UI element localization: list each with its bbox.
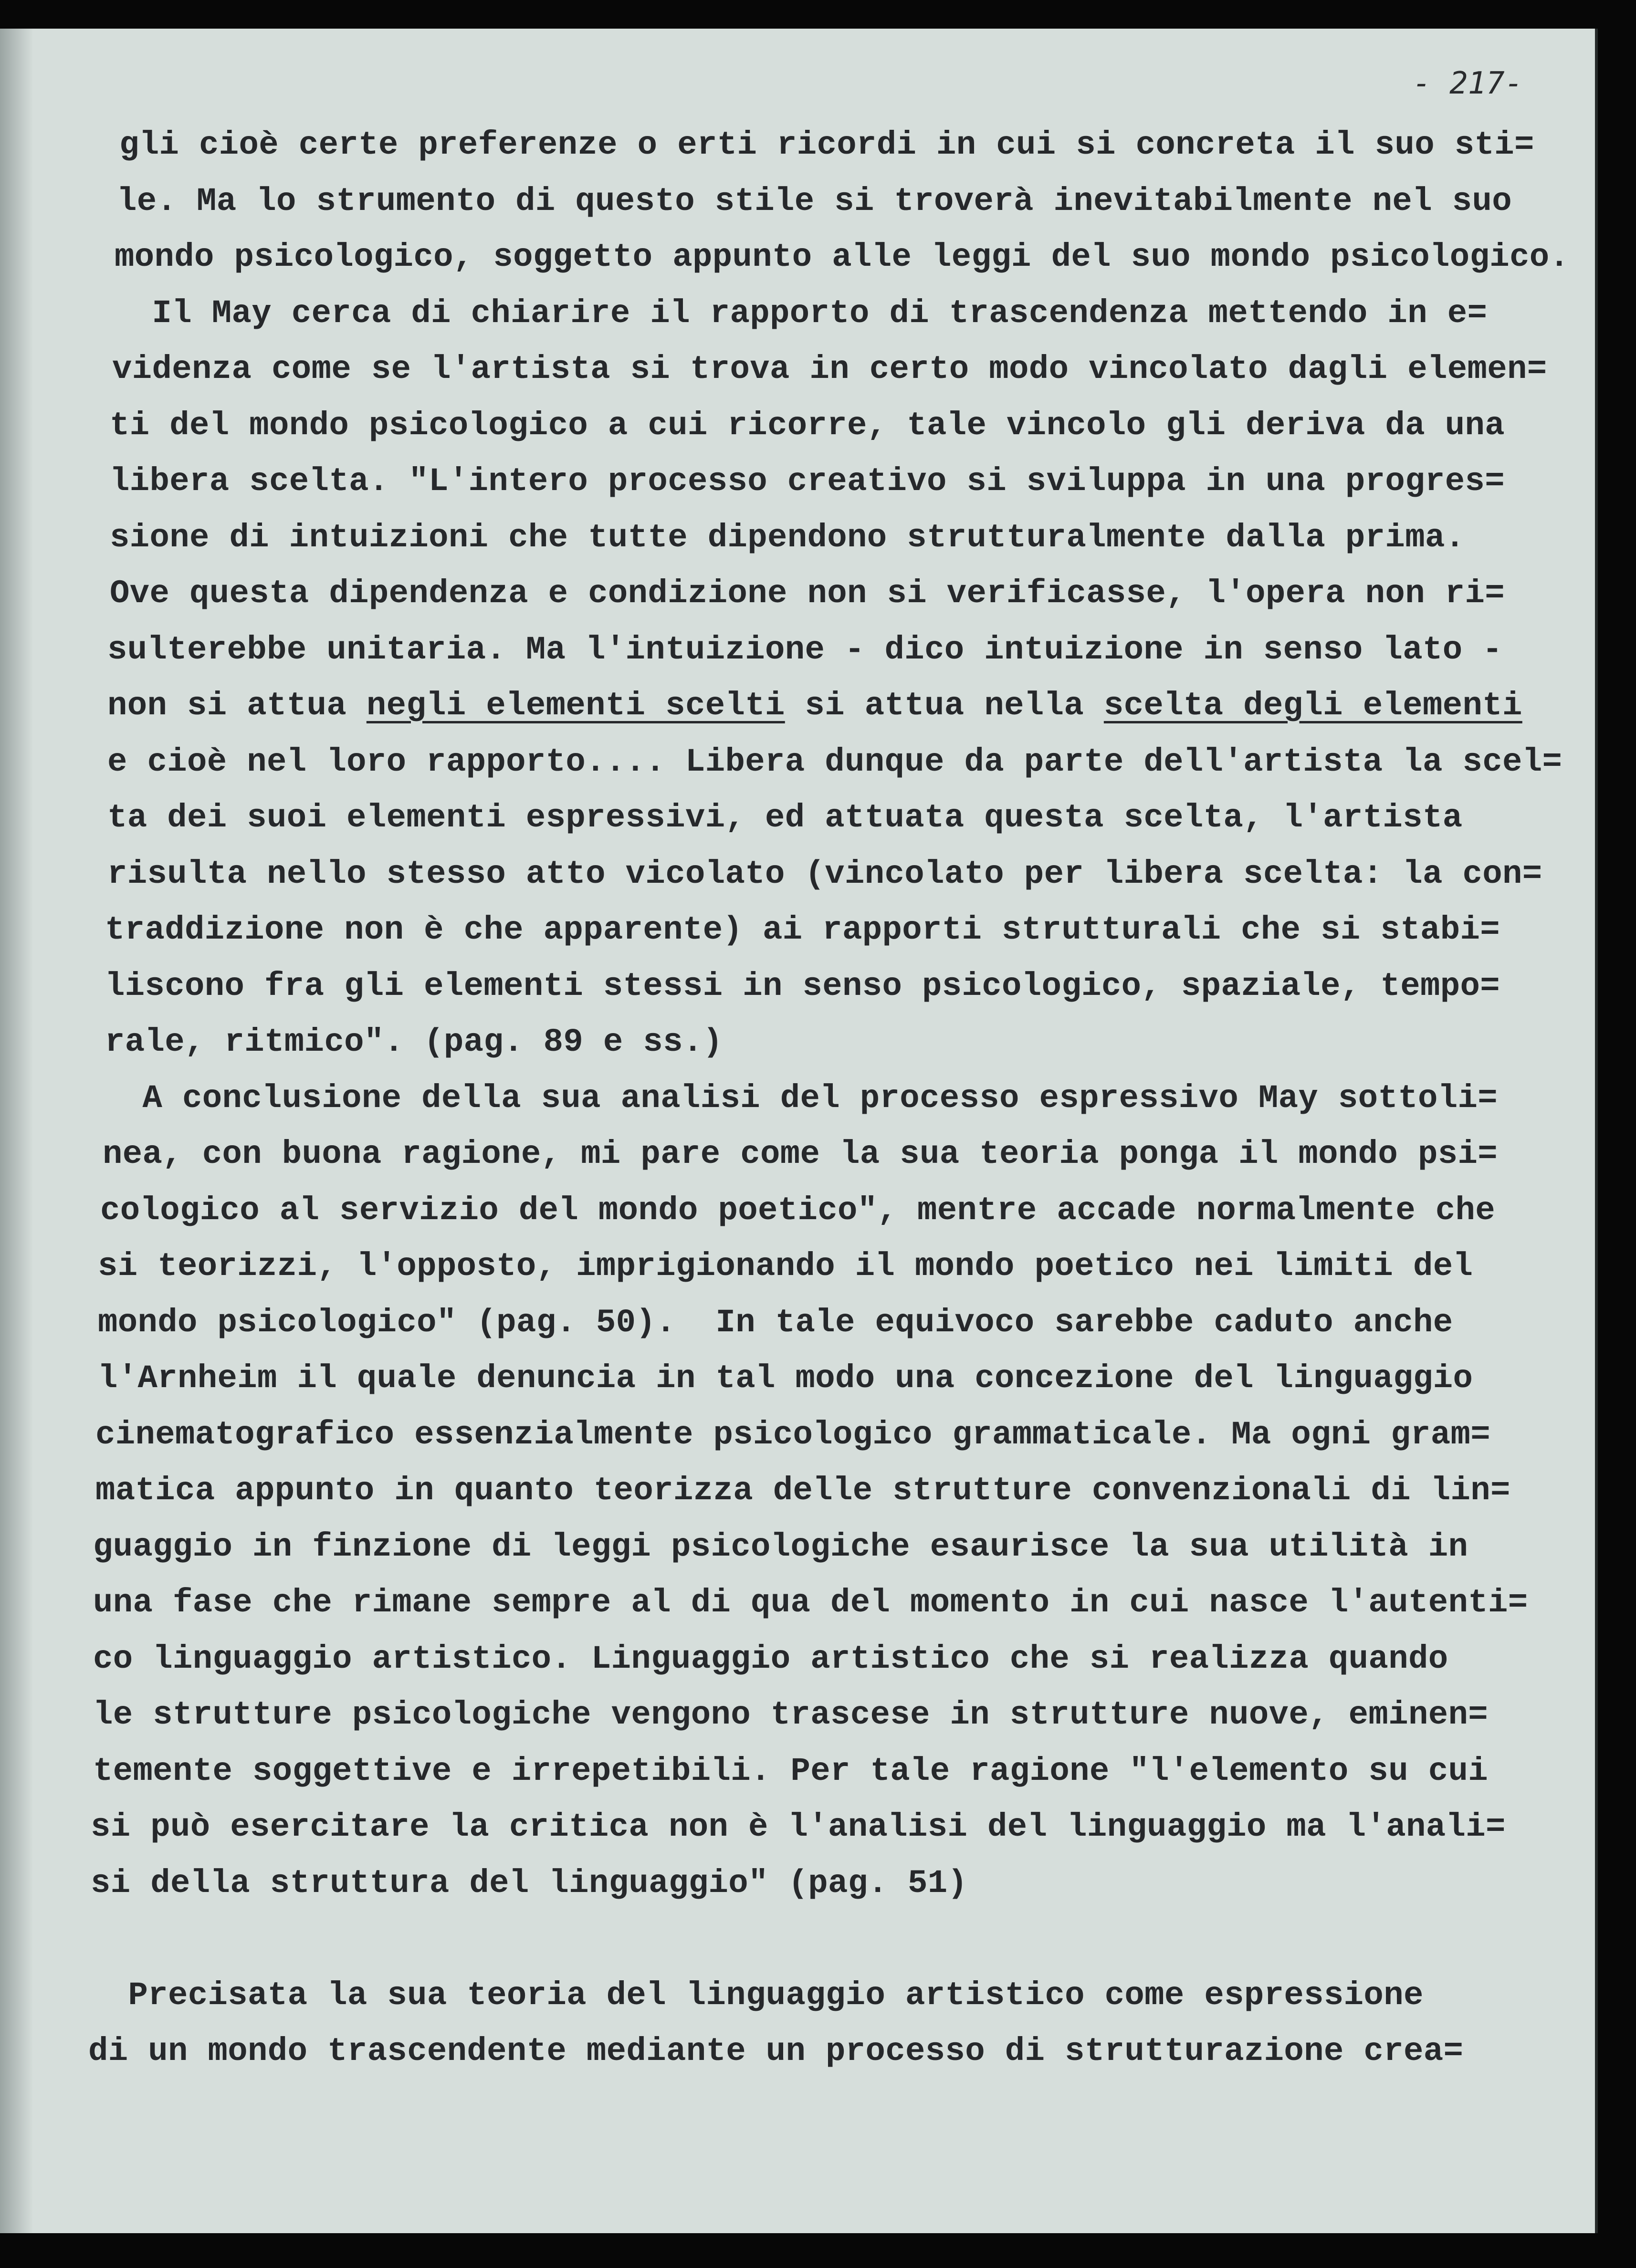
underlined-phrase: negli elementi scelti (366, 687, 785, 724)
text-line: temente soggettive e irrepetibili. Per tale ragione "l'elemento su cui (93, 1753, 1488, 1790)
text-line: videnza come se l'artista si trova in certo modo vincolato dagli elemen= (112, 351, 1547, 388)
text-line: ta dei suoi elementi espressivi, ed attuata questa scelta, l'artista (107, 799, 1463, 836)
text-line: le strutture psicologiche vengono trascese in strutture nuove, eminen= (93, 1696, 1488, 1734)
text-line: ti del mondo psicologico a cui ricorre, tale vincolo gli deriva da una (110, 407, 1505, 444)
text-line: una fase che rimane sempre al di qua del momento in cui nasce l'autenti= (93, 1584, 1528, 1621)
text-line: guaggio in finzione di leggi psicologiche esaurisce la sua utilità in (93, 1528, 1468, 1566)
underlined-phrase: scelta degli elementi (1103, 687, 1522, 724)
text-line: sulterebbe unitaria. Ma l'intuizione - dico intuizione in senso lato - (107, 631, 1502, 669)
text-line: sione di intuizioni che tutte dipendono strutturalmente dalla prima. (110, 519, 1465, 556)
text-line: di un mondo trascendente mediante un processo di strutturazione crea= (88, 2033, 1464, 2070)
text-line: matica appunto in quanto teorizza delle strutture convenzionali di lin= (95, 1472, 1510, 1509)
text-line: cinematografico essenzialmente psicologico grammaticale. Ma ogni gram= (95, 1416, 1490, 1453)
text-line: Il May cerca di chiarire il rapporto di trascendenza mettendo in e= (112, 295, 1488, 332)
text-line: risulta nello stesso atto vicolato (vincolato per libera scelta: la con= (107, 856, 1542, 893)
text-line: A conclusione della sua analisi del processo espressivo May sottoli= (103, 1080, 1498, 1117)
text-line: si della struttura del linguaggio" (pag. 51) (91, 1865, 968, 1902)
text-line: non si attua negli elementi scelti si attua nella scelta degli elementi (107, 687, 1522, 724)
text-line: Precisata la sua teoria del linguaggio artistico come espressione (88, 1977, 1424, 2014)
text-line: rale, ritmico". (pag. 89 e ss.) (105, 1024, 723, 1061)
document-page (0, 29, 1598, 2233)
text-line: mondo psicologico" (pag. 50). In tale equivoco sarebbe caduto anche (98, 1304, 1453, 1341)
text-line: co linguaggio artistico. Linguaggio artistico che si realizza quando (93, 1641, 1448, 1678)
page-number: - 217- (1413, 66, 1523, 101)
page-edge-shadow (0, 29, 33, 2233)
text-line: cologico al servizio del mondo poetico", mentre accade normalmente che (100, 1192, 1495, 1229)
text-line: si teorizzi, l'opposto, imprigionando il mondo poetico nei limiti del (98, 1248, 1473, 1285)
text-line: l'Arnheim il quale denuncia in tal modo una concezione del linguaggio (98, 1360, 1473, 1397)
text-line: gli cioè certe preferenze o erti ricordi in cui si concreta il suo sti= (119, 126, 1534, 164)
text-line: mondo psicologico, soggetto appunto alle leggi del suo mondo psicologico. (115, 239, 1570, 276)
text-line: liscono fra gli elementi stessi in senso psicologico, spaziale, tempo= (105, 968, 1500, 1005)
text-line: si può esercitare la critica non è l'analisi del linguaggio ma l'anali= (91, 1808, 1506, 1846)
text-line: e cioè nel loro rapporto.... Libera dunque da parte dell'artista la scel= (107, 743, 1563, 781)
text-line: traddizione non è che apparente) ai rapporti strutturali che si stabi= (105, 911, 1500, 949)
text-line: le. Ma lo strumento di questo stile si troverà inevitabilmente nel suo (117, 183, 1512, 220)
text-line: nea, con buona ragione, mi pare come la sua teoria ponga il mondo psi= (103, 1136, 1498, 1173)
text-line: libera scelta. "L'intero processo creativo si sviluppa in una progres= (110, 463, 1505, 500)
text-line: Ove questa dipendenza e condizione non si verificasse, l'opera non ri= (110, 575, 1505, 612)
